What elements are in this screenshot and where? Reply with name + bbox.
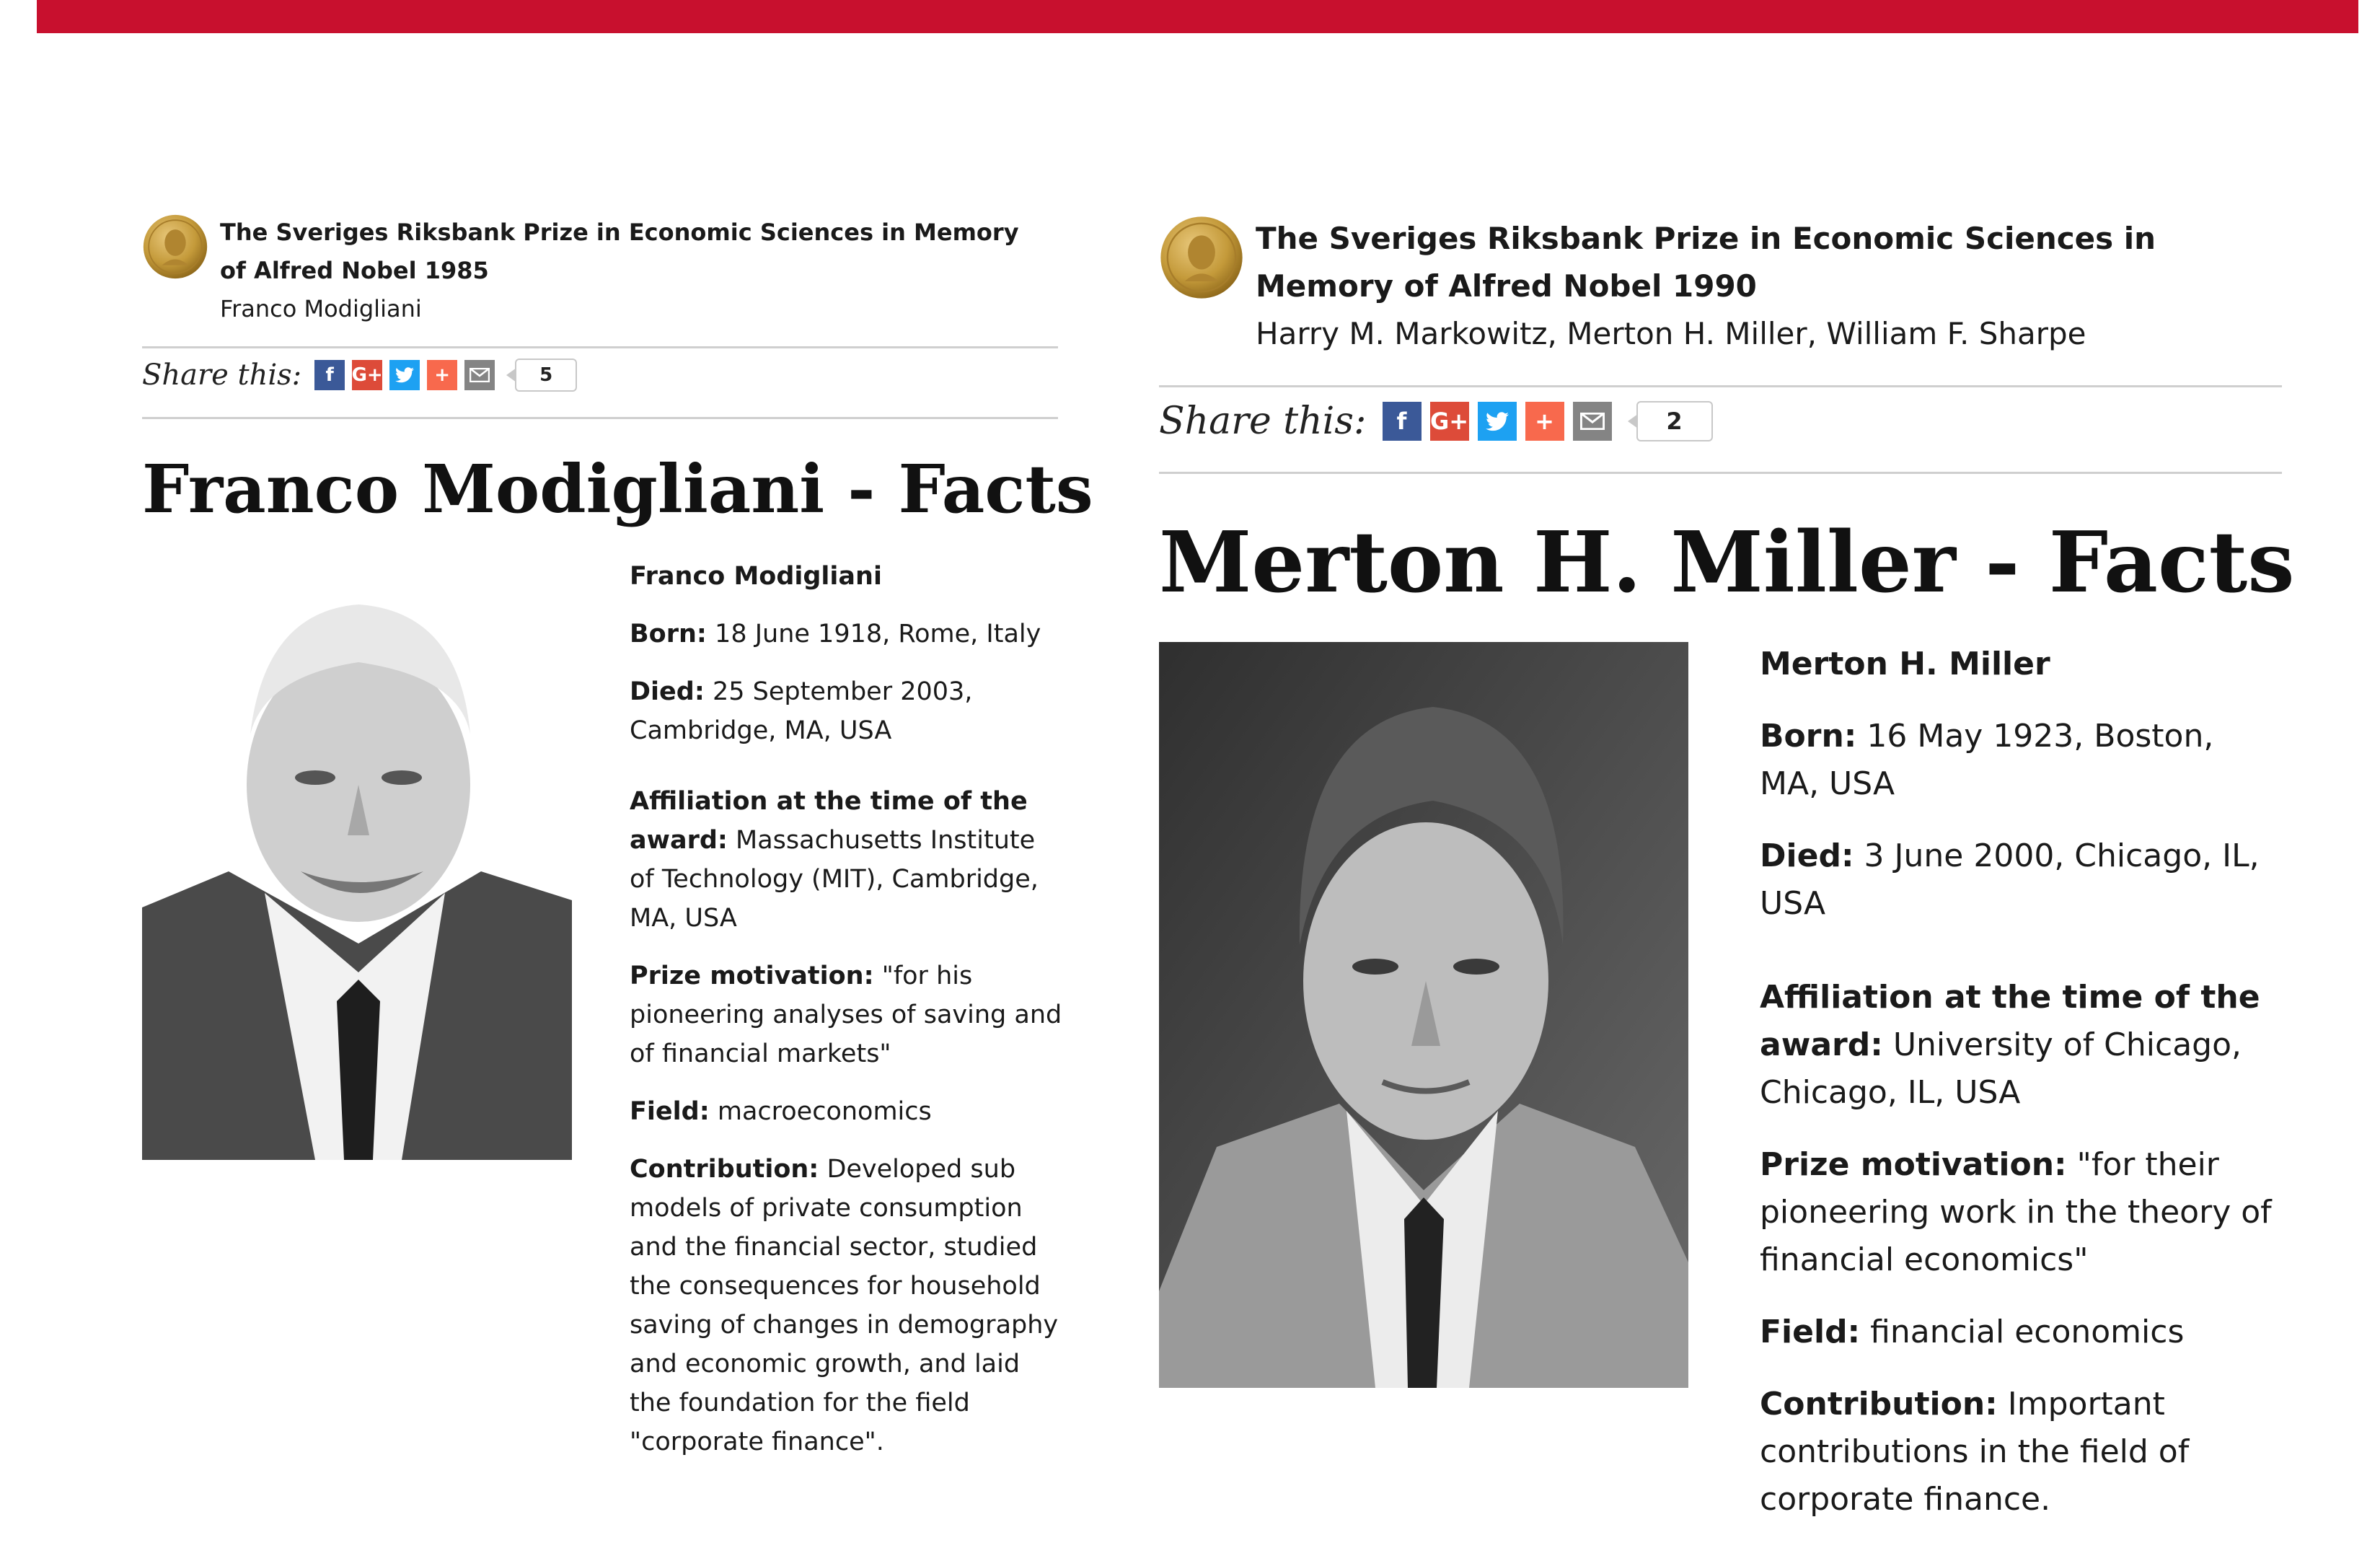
died-fact: Died: 25 September 2003, Cambridge, MA, USA bbox=[630, 677, 973, 745]
prize-title: The Sveriges Riksbank Prize in Economic Sciences in Memory of Alfred Nobel 1985 bbox=[220, 219, 1019, 284]
divider bbox=[142, 417, 1058, 419]
affiliation-fact: Affiliation at the time of the award: Massachusetts Institute of Technology (MIT), Cambridge, MA, USA bbox=[630, 787, 1039, 933]
facts-list bbox=[630, 557, 1062, 1480]
born-fact: Born: 16 May 1923, Boston, MA, USA bbox=[1760, 718, 2214, 802]
laureate-portrait bbox=[1159, 642, 1688, 1388]
page-title: Franco Modigliani - Facts bbox=[142, 450, 1093, 528]
top-red-bar bbox=[37, 0, 2358, 33]
share-bar bbox=[142, 356, 577, 394]
facebook-icon[interactable]: f bbox=[314, 360, 345, 390]
nobel-medal-icon bbox=[142, 214, 208, 280]
prize-laureates: Harry M. Markowitz, Merton H. Miller, William F. Sharpe bbox=[1256, 316, 2086, 351]
born-fact: Born: 18 June 1918, Rome, Italy bbox=[630, 620, 1041, 648]
share-count: 2 bbox=[1636, 401, 1713, 441]
prize-title: The Sveriges Riksbank Prize in Economic Sciences in Memory of Alfred Nobel 1990 bbox=[1256, 221, 2156, 304]
envelope-icon[interactable] bbox=[1573, 402, 1612, 441]
contribution-fact: Contribution: Developed sub models of private consumption and the financial sector, studied the consequences for household saving of changes in demography and economic growth, and laid the foundation for the field "corporate finance". bbox=[630, 1155, 1059, 1456]
laureate-portrait bbox=[142, 568, 572, 1160]
field-fact: Field: macroeconomics bbox=[630, 1097, 932, 1126]
prize-header bbox=[1159, 215, 2280, 358]
facebook-icon[interactable]: f bbox=[1383, 402, 1422, 441]
motivation-fact: Prize motivation: "for his pioneering analyses of saving and of financial markets" bbox=[630, 962, 1062, 1068]
prize-laureates: Franco Modigliani bbox=[220, 295, 422, 322]
share-label: Share this: bbox=[1159, 400, 1367, 443]
field-fact: Field: financial economics bbox=[1760, 1314, 2185, 1350]
divider bbox=[142, 346, 1058, 348]
twitter-icon[interactable] bbox=[1478, 402, 1517, 441]
affiliation-fact: Affiliation at the time of the award: University of Chicago, Chicago, IL, USA bbox=[1760, 979, 2260, 1111]
envelope-icon[interactable] bbox=[464, 360, 495, 390]
divider bbox=[1159, 385, 2282, 387]
laureate-name: Merton H. Miller bbox=[1760, 646, 2050, 682]
share-label: Share this: bbox=[142, 359, 302, 392]
plus-icon[interactable]: + bbox=[1525, 402, 1564, 441]
laureate-name: Franco Modigliani bbox=[630, 562, 882, 591]
google-plus-icon[interactable]: G+ bbox=[352, 360, 382, 390]
facts-list bbox=[1760, 641, 2282, 1548]
died-fact: Died: 3 June 2000, Chicago, IL, USA bbox=[1760, 837, 2260, 922]
prize-header bbox=[142, 214, 1028, 328]
share-bar bbox=[1159, 398, 1713, 444]
page-title: Merton H. Miller - Facts bbox=[1159, 514, 2295, 612]
plus-icon[interactable]: + bbox=[427, 360, 457, 390]
contribution-fact: Contribution: Important contributions in the field of corporate finance. bbox=[1760, 1386, 2190, 1518]
twitter-icon[interactable] bbox=[389, 360, 420, 390]
share-count: 5 bbox=[515, 359, 577, 392]
google-plus-icon[interactable]: G+ bbox=[1430, 402, 1469, 441]
motivation-fact: Prize motivation: "for their pioneering work in the theory of financial economics" bbox=[1760, 1146, 2272, 1278]
divider bbox=[1159, 472, 2282, 474]
nobel-medal-icon bbox=[1159, 215, 1244, 300]
